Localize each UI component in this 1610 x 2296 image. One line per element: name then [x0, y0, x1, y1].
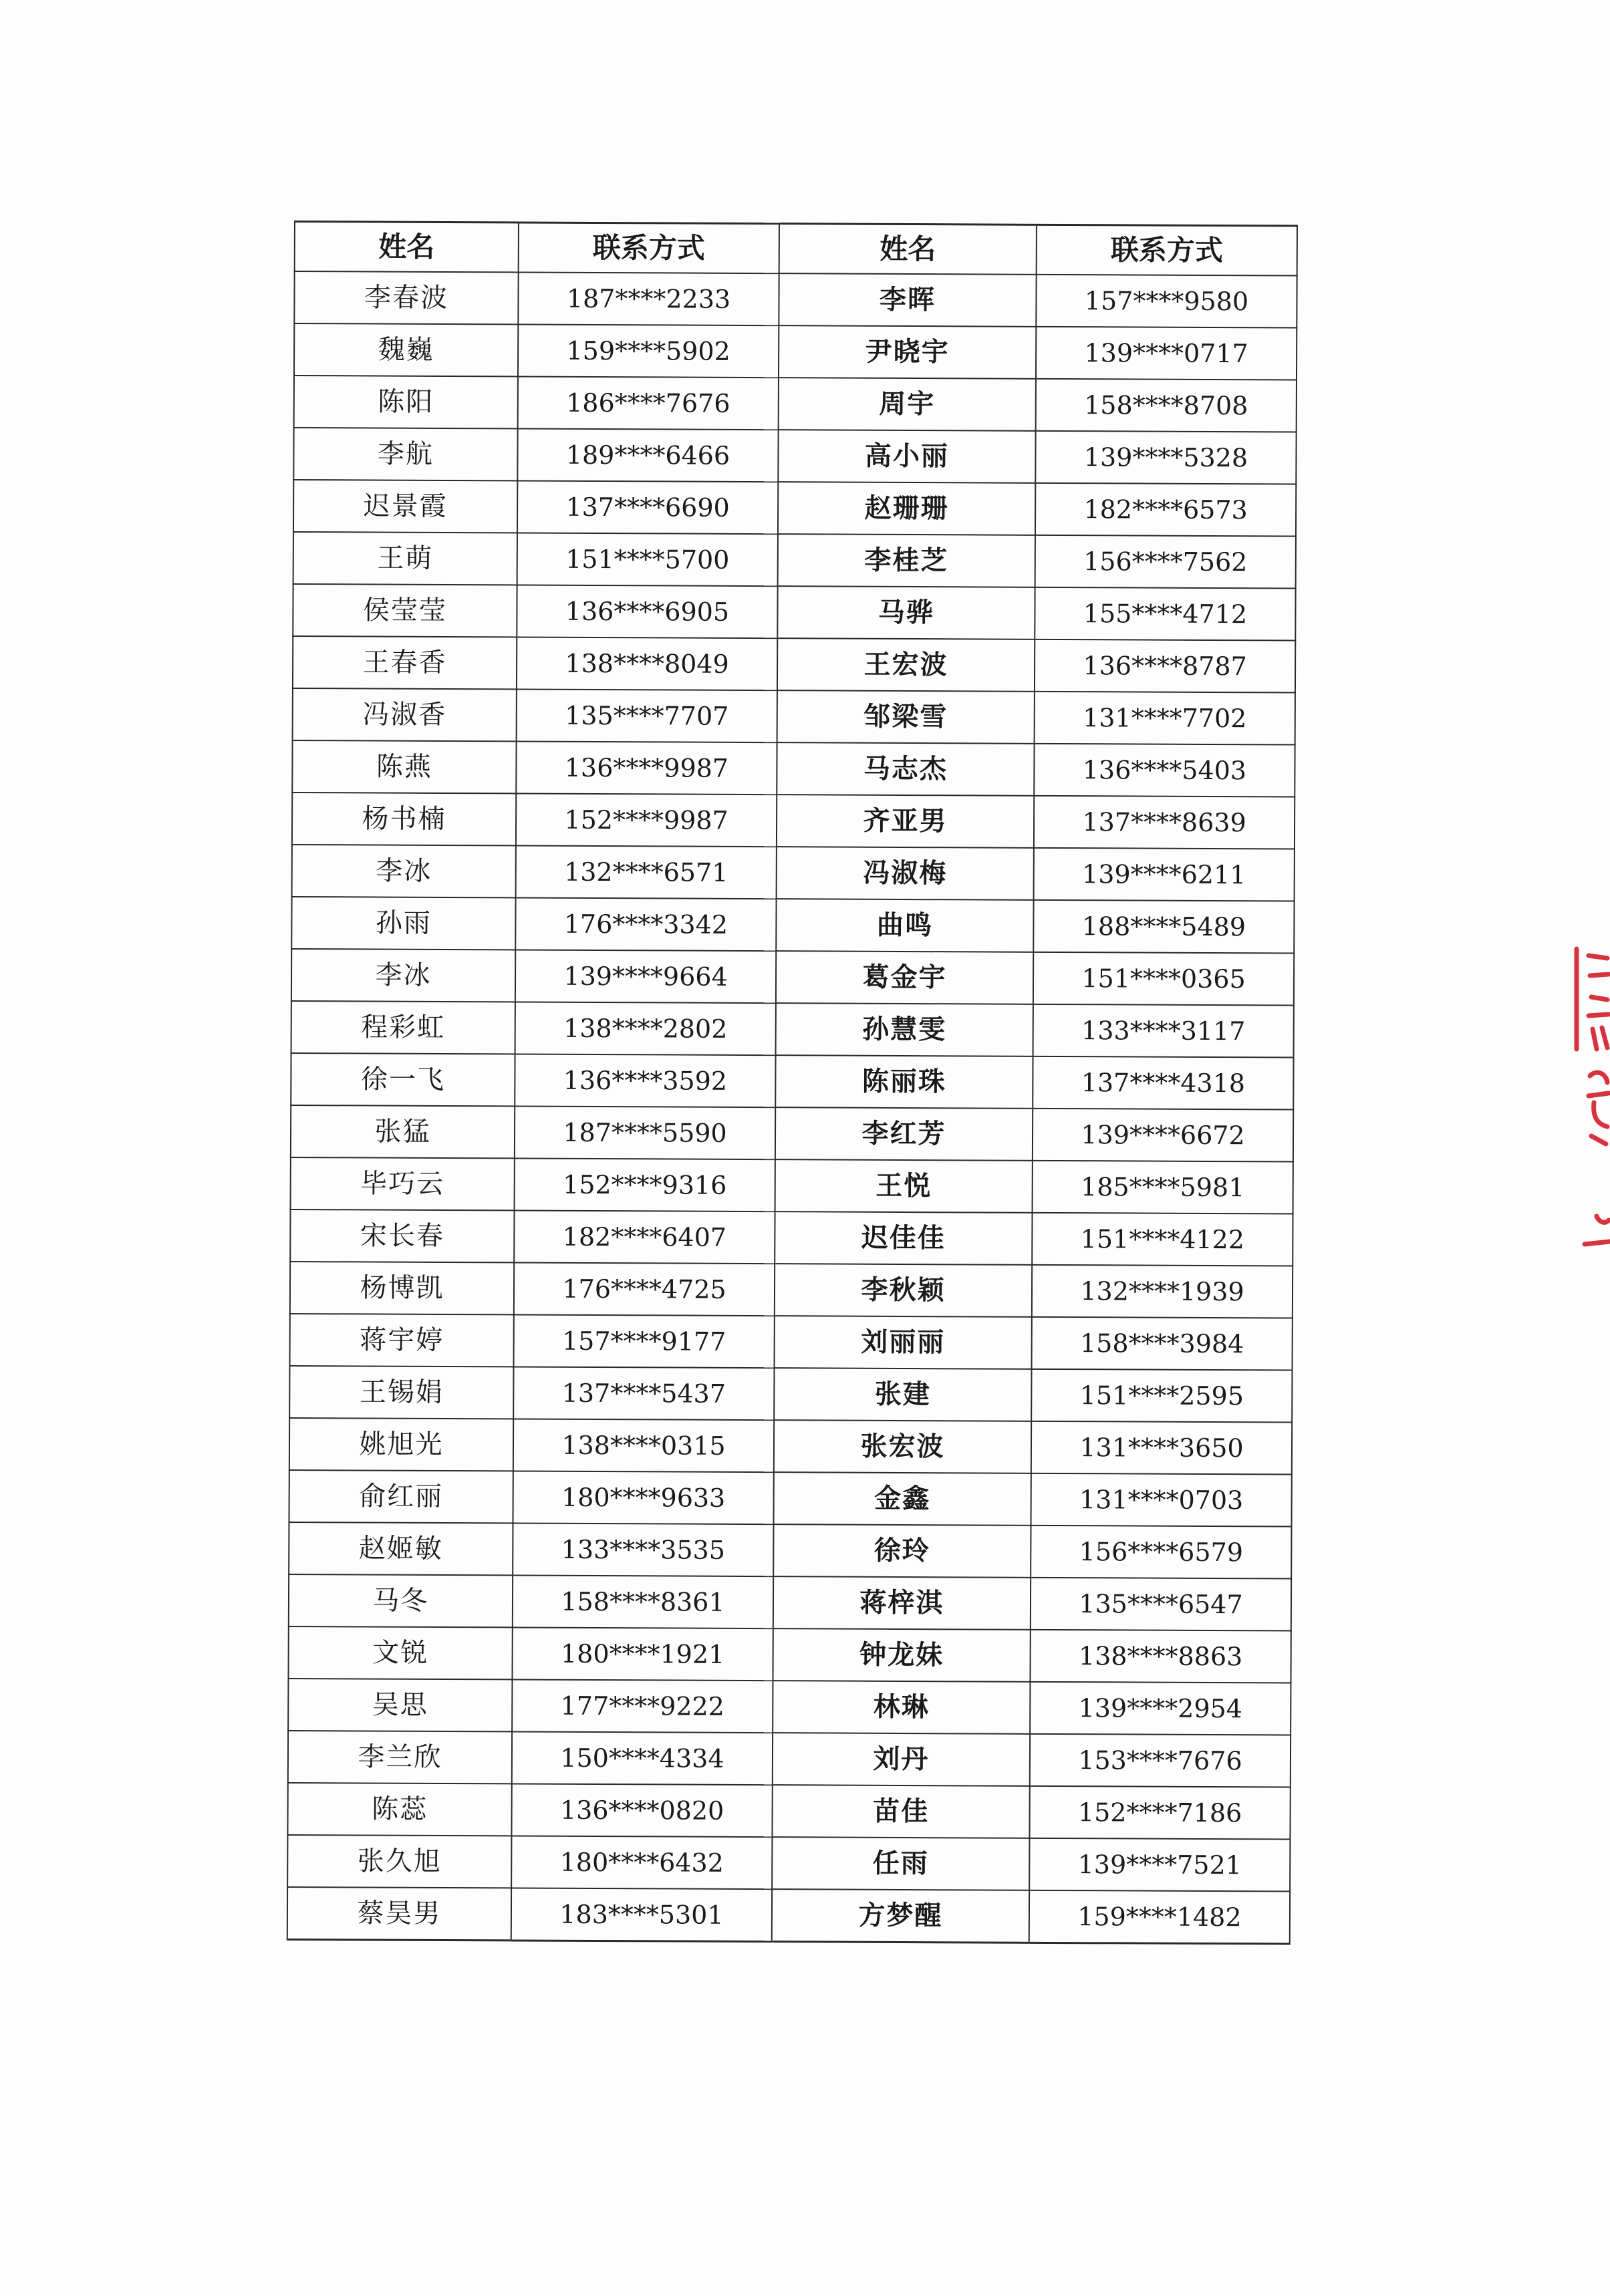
- table-row: [291, 1001, 1294, 1058]
- name-right-cell: 孙慧雯: [776, 1003, 1033, 1056]
- contact-left-cell: 150****4334: [512, 1731, 773, 1785]
- name-left-cell: 杨书楠: [292, 793, 516, 845]
- contact-right-cell: 155****4712: [1035, 587, 1295, 641]
- contact-left-cell: 136****0820: [511, 1783, 772, 1837]
- contact-right-cell: 139****7521: [1029, 1838, 1290, 1892]
- name-left-cell: 杨博凯: [290, 1262, 514, 1314]
- table-row: [293, 532, 1296, 589]
- name-right-cell: 马志杰: [777, 742, 1034, 796]
- contact-right-cell: 136****8787: [1035, 639, 1295, 693]
- contact-left-cell: 138****8049: [517, 637, 777, 690]
- name-left-cell: 李冰: [291, 949, 515, 1002]
- name-left-cell: 李冰: [292, 845, 516, 897]
- name-right-cell: 刘丹: [773, 1733, 1030, 1786]
- name-left-cell: 程彩虹: [291, 1001, 515, 1054]
- table-row: [291, 1053, 1293, 1110]
- contact-right-cell: 131****0703: [1031, 1473, 1291, 1527]
- contact-left-cell: 177****9222: [512, 1679, 773, 1733]
- contact-right-cell: 131****3650: [1031, 1421, 1292, 1475]
- name-left-cell: 孙雨: [291, 897, 515, 950]
- table-row: [291, 1105, 1293, 1162]
- name-right-cell: 苗佳: [772, 1785, 1029, 1838]
- header-contact-right: 联系方式: [1037, 225, 1297, 275]
- table-row: [287, 1783, 1290, 1840]
- table-row: [294, 323, 1297, 380]
- name-left-cell: 李春波: [294, 271, 518, 324]
- name-left-cell: 侯莹莹: [293, 584, 517, 637]
- name-right-cell: 蒋梓淇: [773, 1576, 1031, 1630]
- table-row: [293, 428, 1296, 484]
- name-right-cell: 葛金宇: [776, 951, 1033, 1004]
- contact-left-cell: 135****7707: [517, 689, 777, 742]
- contact-right-cell: 139****6211: [1034, 848, 1295, 901]
- contact-left-cell: 180****6432: [511, 1836, 772, 1889]
- name-right-cell: 曲鸣: [776, 899, 1033, 952]
- contact-left-cell: 180****9633: [513, 1471, 773, 1524]
- table-row: [288, 1731, 1291, 1787]
- table-row: [292, 793, 1295, 849]
- name-left-cell: 李航: [293, 428, 517, 480]
- name-left-cell: 毕巧云: [291, 1157, 515, 1210]
- table-row: [291, 897, 1294, 954]
- red-seal-fragment: [1550, 936, 1610, 1283]
- contact-left-cell: 152****9316: [515, 1158, 775, 1211]
- name-left-cell: 蔡昊男: [287, 1887, 511, 1941]
- name-right-cell: 王悦: [775, 1159, 1033, 1213]
- contact-right-cell: 136****5403: [1034, 744, 1295, 797]
- name-left-cell: 徐一飞: [291, 1053, 515, 1106]
- table-row: [290, 1209, 1293, 1266]
- contact-right-cell: 139****5328: [1035, 431, 1296, 484]
- table-row: [289, 1470, 1292, 1527]
- name-left-cell: 张猛: [291, 1105, 515, 1158]
- name-left-cell: 马冬: [289, 1574, 513, 1627]
- name-left-cell: 王春香: [293, 636, 517, 689]
- contact-left-cell: 157****9177: [514, 1314, 775, 1368]
- name-right-cell: 马骅: [777, 586, 1035, 639]
- table-row: [293, 584, 1295, 641]
- name-left-cell: 王萌: [293, 532, 517, 585]
- contact-left-cell: 182****6407: [514, 1210, 775, 1264]
- name-left-cell: 陈阳: [294, 376, 518, 428]
- name-right-cell: 林琳: [773, 1681, 1030, 1734]
- table-row: [289, 1522, 1291, 1579]
- name-left-cell: 陈蕊: [287, 1783, 511, 1836]
- name-right-cell: 徐玲: [773, 1524, 1031, 1578]
- contact-right-cell: 139****2954: [1030, 1682, 1291, 1735]
- name-left-cell: 吴思: [288, 1679, 512, 1731]
- name-right-cell: 赵珊珊: [778, 482, 1035, 535]
- contact-left-cell: 176****3342: [515, 897, 776, 951]
- contact-right-cell: 139****0717: [1036, 327, 1297, 380]
- contact-right-cell: 185****5981: [1033, 1161, 1293, 1214]
- contact-left-cell: 139****9664: [515, 950, 776, 1003]
- contact-left-cell: 136****6905: [517, 585, 777, 638]
- contact-right-cell: 135****6547: [1031, 1578, 1291, 1631]
- contact-right-cell: 133****3117: [1033, 1004, 1294, 1058]
- name-right-cell: 钟龙妹: [773, 1628, 1030, 1682]
- contact-right-cell: 158****8708: [1036, 379, 1297, 432]
- contact-right-cell: 137****8639: [1034, 796, 1295, 849]
- contact-left-cell: 159****5902: [518, 324, 779, 378]
- contact-table: [287, 221, 1298, 1945]
- contact-left-cell: 187****2233: [518, 272, 779, 325]
- contact-right-cell: 132****1939: [1032, 1265, 1293, 1318]
- header-name-right: 姓名: [779, 224, 1037, 275]
- name-left-cell: 冯淑香: [293, 688, 517, 741]
- table-row: [290, 1262, 1293, 1318]
- name-right-cell: 邹梁雪: [777, 690, 1035, 744]
- contact-left-cell: 137****5437: [513, 1367, 774, 1420]
- name-right-cell: 李晖: [779, 273, 1036, 327]
- contact-left-cell: 138****2802: [515, 1002, 776, 1055]
- contact-left-cell: 133****3535: [513, 1523, 773, 1576]
- contact-left-cell: 136****3592: [515, 1054, 775, 1107]
- name-left-cell: 蒋宇婷: [290, 1314, 514, 1367]
- name-right-cell: 任雨: [772, 1837, 1029, 1890]
- table-row: [292, 845, 1295, 901]
- name-right-cell: 方梦醒: [772, 1889, 1029, 1943]
- contact-right-cell: 158****3984: [1032, 1317, 1293, 1371]
- name-right-cell: 陈丽珠: [775, 1055, 1033, 1109]
- contact-left-cell: 132****6571: [516, 845, 777, 899]
- contact-left-cell: 176****4725: [514, 1262, 775, 1316]
- table-row: [288, 1626, 1291, 1683]
- name-right-cell: 周宇: [779, 378, 1036, 431]
- contact-right-cell: 159****1482: [1029, 1890, 1290, 1944]
- name-left-cell: 赵姬敏: [289, 1522, 513, 1575]
- name-right-cell: 尹晓宇: [779, 325, 1036, 379]
- name-left-cell: 姚旭光: [289, 1418, 513, 1471]
- name-right-cell: 刘丽丽: [775, 1316, 1032, 1369]
- table-row: [291, 949, 1294, 1006]
- name-right-cell: 金鑫: [773, 1472, 1031, 1526]
- contact-right-cell: 151****2595: [1031, 1369, 1292, 1423]
- contact-right-cell: 131****7702: [1035, 692, 1295, 745]
- name-left-cell: 俞红丽: [289, 1470, 513, 1523]
- table-row: [291, 1157, 1293, 1214]
- contact-right-cell: 151****4122: [1032, 1213, 1293, 1266]
- contact-left-cell: 187****5590: [515, 1106, 775, 1159]
- name-right-cell: 李桂芝: [778, 534, 1035, 587]
- contact-right-cell: 139****6672: [1033, 1109, 1293, 1162]
- name-right-cell: 王宏波: [777, 638, 1035, 692]
- name-left-cell: 王锡娟: [289, 1366, 513, 1419]
- contact-left-cell: 180****1921: [512, 1627, 773, 1681]
- name-left-cell: 文锐: [288, 1626, 512, 1679]
- table-row: [294, 376, 1297, 432]
- contact-left-cell: 137****6690: [517, 480, 778, 534]
- table-row: [289, 1366, 1292, 1423]
- table-row: [294, 271, 1297, 328]
- table-row: [293, 636, 1295, 693]
- name-left-cell: 陈燕: [292, 740, 516, 793]
- name-left-cell: 宋长春: [290, 1209, 514, 1262]
- table-row: [287, 1887, 1290, 1944]
- contact-right-cell: 152****7186: [1029, 1786, 1290, 1840]
- contact-right-cell: 182****6573: [1035, 483, 1296, 537]
- table-row: [287, 1835, 1290, 1892]
- contact-right-cell: 153****7676: [1030, 1734, 1291, 1787]
- contact-right-cell: 151****0365: [1033, 952, 1294, 1006]
- name-left-cell: 魏巍: [294, 323, 518, 376]
- contact-right-cell: 157****9580: [1036, 275, 1297, 328]
- header-contact-left: 联系方式: [519, 223, 779, 273]
- contact-left-cell: 189****6466: [517, 428, 778, 482]
- name-left-cell: 张久旭: [287, 1835, 511, 1888]
- table-header-row: [295, 222, 1297, 276]
- contact-left-cell: 138****0315: [513, 1419, 774, 1472]
- name-right-cell: 齐亚男: [777, 795, 1034, 848]
- table-row: [293, 480, 1296, 537]
- contact-right-cell: 156****6579: [1031, 1526, 1291, 1579]
- table-row: [289, 1574, 1291, 1631]
- table-row: [290, 1314, 1293, 1371]
- name-left-cell: 李兰欣: [288, 1731, 512, 1783]
- table-row: [288, 1679, 1291, 1735]
- contact-left-cell: 152****9987: [516, 793, 777, 847]
- contact-right-cell: 188****5489: [1033, 900, 1294, 954]
- contact-left-cell: 183****5301: [511, 1888, 772, 1941]
- contact-right-cell: 156****7562: [1035, 535, 1296, 589]
- contact-right-cell: 138****8863: [1030, 1630, 1291, 1683]
- contact-left-cell: 136****9987: [516, 741, 777, 795]
- name-right-cell: 高小丽: [778, 430, 1035, 483]
- name-left-cell: 迟景霞: [293, 480, 517, 533]
- name-right-cell: 张建: [774, 1368, 1031, 1421]
- contact-left-cell: 151****5700: [517, 533, 778, 586]
- contact-right-cell: 137****4318: [1033, 1056, 1293, 1110]
- name-right-cell: 李秋颖: [775, 1264, 1032, 1317]
- table-body: [287, 271, 1297, 1944]
- contact-left-cell: 158****8361: [513, 1575, 773, 1628]
- name-right-cell: 张宏波: [774, 1420, 1031, 1473]
- table-row: [289, 1418, 1292, 1475]
- name-right-cell: 冯淑梅: [777, 847, 1034, 900]
- table-row: [292, 740, 1295, 797]
- contact-left-cell: 186****7676: [518, 376, 779, 430]
- name-right-cell: 李红芳: [775, 1107, 1033, 1161]
- header-name-left: 姓名: [295, 222, 519, 273]
- name-right-cell: 迟佳佳: [775, 1211, 1032, 1265]
- table-row: [293, 688, 1295, 745]
